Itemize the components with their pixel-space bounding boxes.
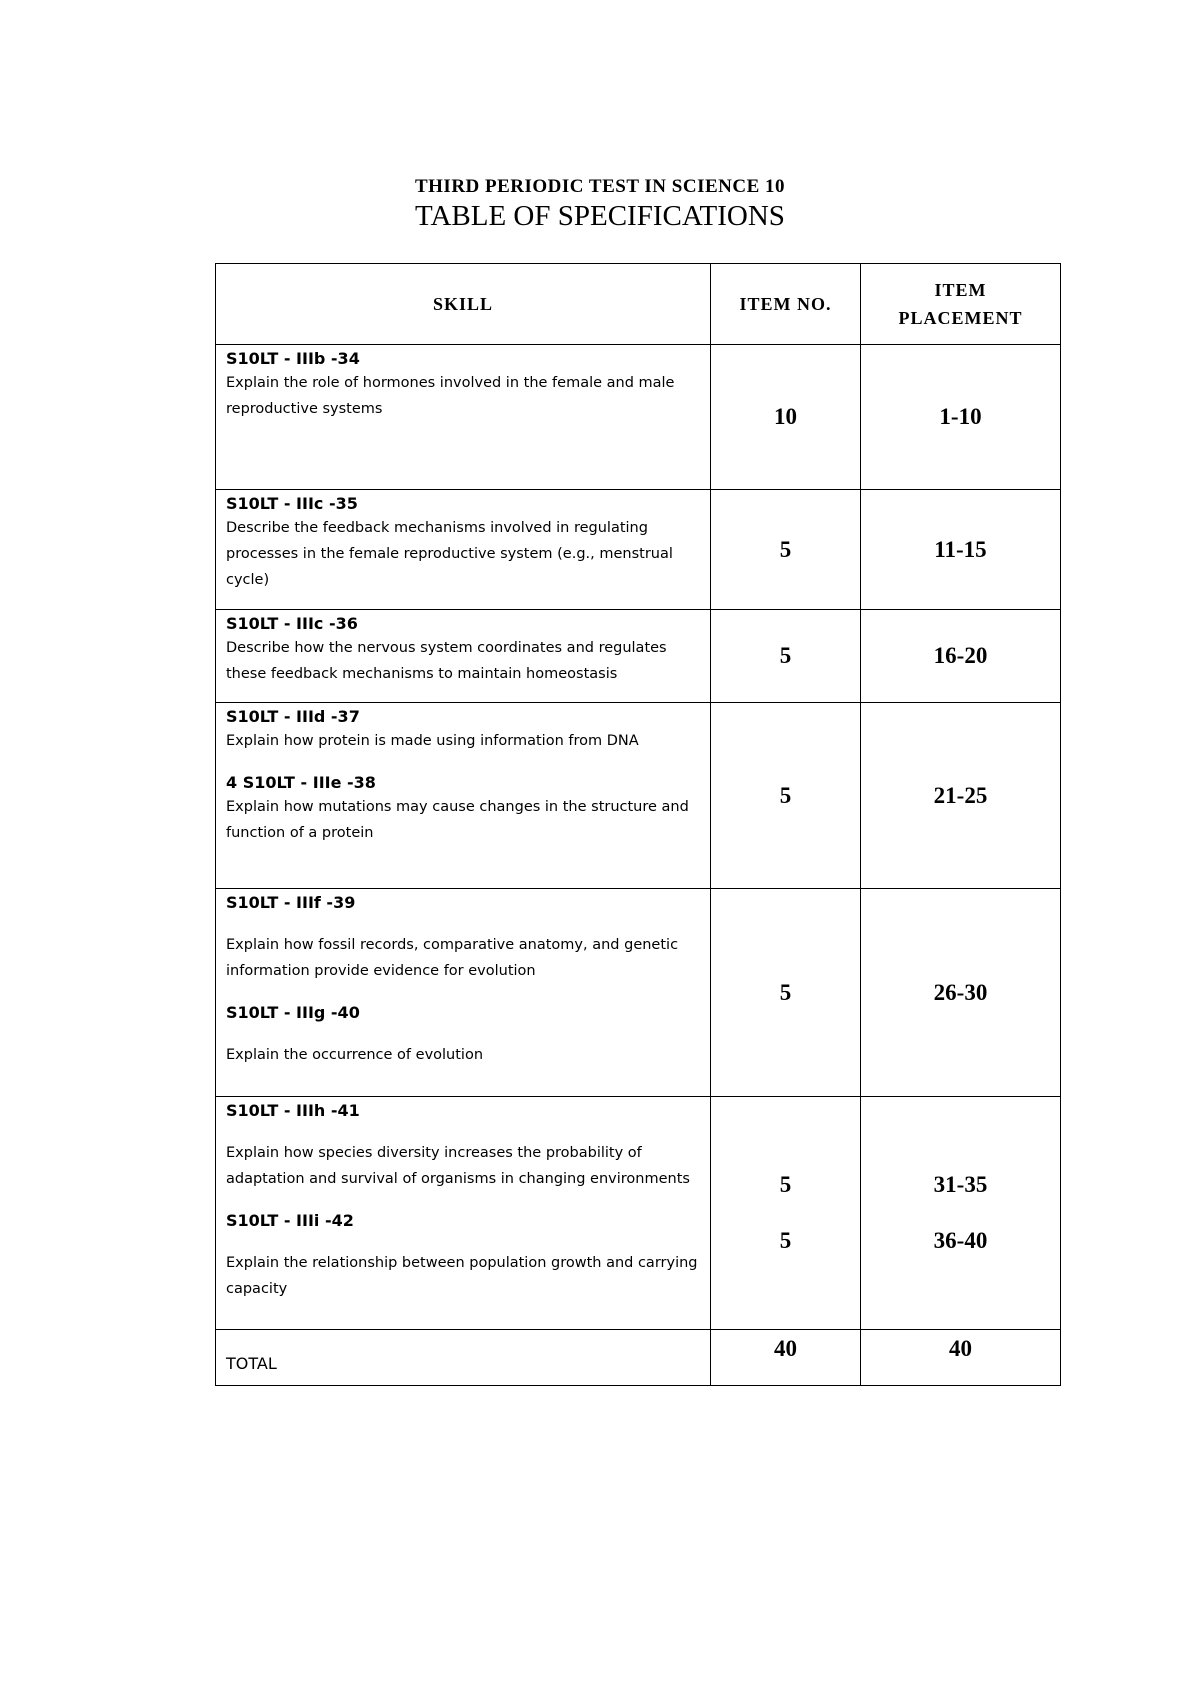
header-item-placement — [861, 264, 1061, 345]
placement-cell — [861, 345, 1061, 490]
header-item-placement-line1: ITEM — [934, 280, 987, 300]
header-skill: SKILL — [216, 264, 711, 345]
competency-description: Explain how species diversity increases the probability of adaptation and survival of organisms in changing environments — [226, 1145, 690, 1187]
item-no-cell — [711, 1097, 861, 1330]
item-no-value: 5 — [779, 536, 792, 562]
competency-description: Explain the relationship between population growth and carrying capacity — [226, 1255, 698, 1297]
table-header-row — [216, 264, 1061, 345]
competency-code: S10LT - IIIg -40 — [226, 1003, 360, 1022]
competency-code: S10LT - IIIb -34 — [226, 349, 360, 368]
competency-description: Describe the feedback mechanisms involved in regulating processes in the female reproductive system (e.g., menstrual cycle) — [226, 520, 673, 588]
placement-cell — [861, 490, 1061, 610]
item-no-value: 5 — [779, 782, 792, 808]
competency-description: Explain how fossil records, comparative anatomy, and genetic information provide evidence for evolution — [226, 937, 679, 979]
placement-value: 21-25 — [933, 782, 988, 808]
item-no-value: 10 — [774, 404, 797, 429]
placement-value: 1-10 — [939, 404, 982, 429]
total-label: TOTAL — [216, 1330, 711, 1386]
competency-description: Describe how the nervous system coordinates and regulates these feedback mechanisms to maintain homeostasis — [226, 640, 667, 682]
placement-cell — [861, 1097, 1061, 1330]
item-no-value: 5 — [779, 1172, 792, 1197]
item-no-cell — [711, 345, 861, 490]
competency-code: 4 S10LT - IIIe -38 — [226, 773, 376, 792]
skill-cell — [216, 889, 711, 1097]
header-item-placement-line2: PLACEMENT — [898, 308, 1023, 328]
table-row — [216, 889, 1061, 1097]
competency-code: S10LT - IIIh -41 — [226, 1101, 360, 1120]
competency-code: S10LT - IIIf -39 — [226, 893, 356, 912]
skill-cell — [216, 345, 711, 490]
document-title: THIRD PERIODIC TEST IN SCIENCE 10 — [414, 176, 786, 197]
competency-code: S10LT - IIIc -36 — [226, 614, 358, 633]
competency-code: S10LT - IIId -37 — [226, 707, 360, 726]
skill-cell — [216, 1097, 711, 1330]
item-no-cell — [711, 490, 861, 610]
competency-description: Explain the role of hormones involved in the female and male reproductive systems — [226, 375, 675, 417]
placement-value: 36-40 — [933, 1228, 988, 1253]
placement-cell — [861, 889, 1061, 1097]
competency-code: S10LT - IIIi -42 — [226, 1211, 354, 1230]
placement-value: 11-15 — [934, 536, 987, 562]
table-row — [216, 345, 1061, 490]
specifications-table — [215, 263, 1061, 1386]
total-item-no: 40 — [711, 1330, 861, 1386]
item-no-value: 5 — [779, 643, 792, 668]
table-row — [216, 490, 1061, 610]
total-row — [216, 1330, 1061, 1386]
table-body — [216, 345, 1061, 1330]
table-row — [216, 1097, 1061, 1330]
total-placement: 40 — [861, 1330, 1061, 1386]
placement-cell — [861, 703, 1061, 889]
competency-description: Explain the occurrence of evolution — [226, 1047, 484, 1063]
item-no-cell — [711, 610, 861, 703]
skill-cell — [216, 490, 711, 610]
skill-cell — [216, 703, 711, 889]
skill-cell — [216, 610, 711, 703]
item-no-value: 5 — [779, 979, 792, 1005]
table-row — [216, 610, 1061, 703]
placement-value: 16-20 — [933, 643, 988, 668]
table-row — [216, 703, 1061, 889]
item-no-cell — [711, 703, 861, 889]
competency-code: S10LT - IIIc -35 — [226, 494, 358, 513]
placement-value: 31-35 — [933, 1172, 988, 1197]
document-subtitle: TABLE OF SPECIFICATIONS — [415, 200, 785, 232]
placement-value: 26-30 — [933, 979, 988, 1005]
item-no-value: 5 — [779, 1228, 792, 1253]
placement-cell — [861, 610, 1061, 703]
header-item-no: ITEM NO. — [711, 264, 861, 345]
competency-description: Explain how protein is made using information from DNA — [226, 733, 639, 749]
item-no-cell — [711, 889, 861, 1097]
competency-description: Explain how mutations may cause changes in the structure and function of a protein — [226, 799, 689, 841]
